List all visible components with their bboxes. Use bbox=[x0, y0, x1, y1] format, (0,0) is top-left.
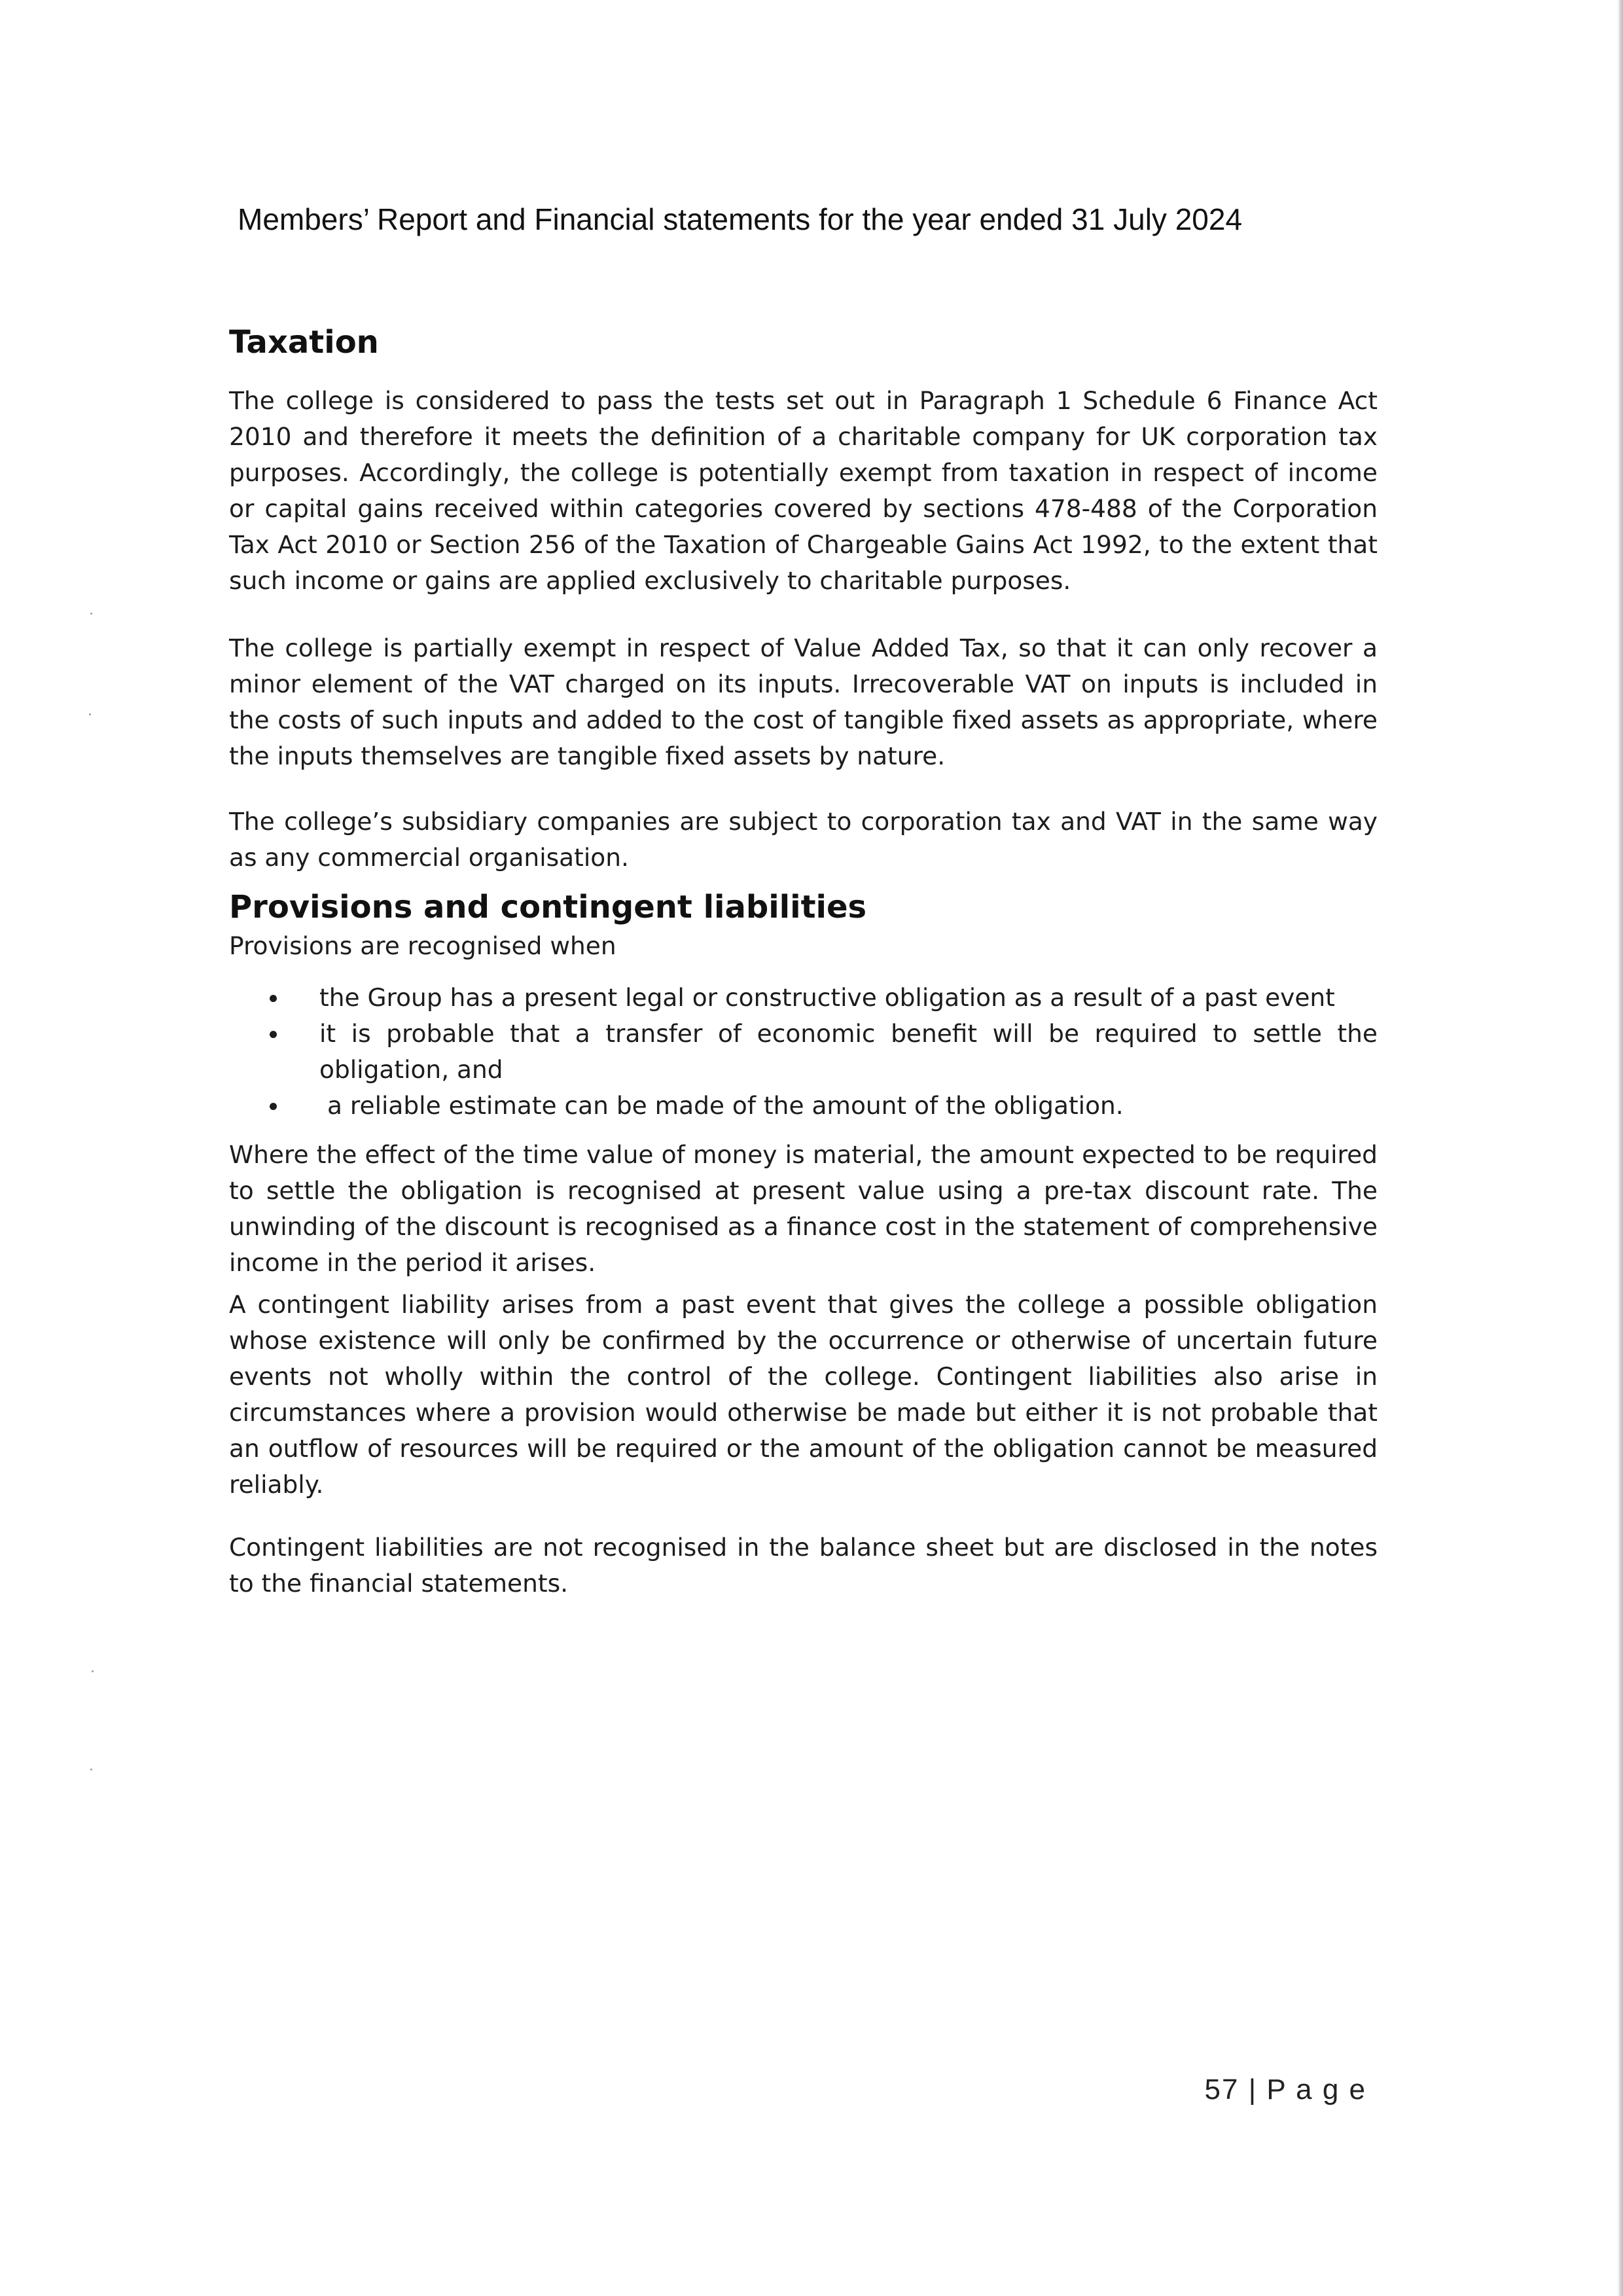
scan-edge-shadow bbox=[1618, 0, 1623, 2296]
bullet-icon bbox=[270, 1103, 277, 1110]
paragraph-taxation-3: The college’s subsidiary companies are subject to corporation tax and VAT in the same way as any commercial organisation. bbox=[229, 807, 1378, 872]
paragraph-provisions-2: A contingent liability arises from a past event that gives the college a possible obligation whose existence will only be confirmed by the occurrence or otherwise of uncertain future events not wholly within the control of the college. Contingent liabilities also arise in circumstances where a provision would otherwise be made but either it is not probable that an outflow of resources will be required or the amount of the obligation cannot be measured reliably. bbox=[229, 1290, 1378, 1499]
bullet-icon bbox=[270, 1031, 277, 1038]
bullet-text: the Group has a present legal or constructive obligation as a result of a past event bbox=[319, 983, 1335, 1012]
scan-speck bbox=[90, 613, 92, 615]
section-heading-taxation: Taxation bbox=[229, 324, 379, 361]
bullet-icon bbox=[270, 995, 277, 1002]
provisions-bullet-list bbox=[229, 980, 1378, 1124]
scan-speck bbox=[92, 1670, 94, 1672]
list-item bbox=[229, 980, 1378, 1016]
section-heading-provisions: Provisions and contingent liabilities bbox=[229, 889, 867, 925]
paragraph-provisions-3: Contingent liabilities are not recognised in the balance sheet but are disclosed in the notes to the financial statements. bbox=[229, 1533, 1378, 1598]
list-item bbox=[229, 1088, 1378, 1124]
bullet-text: it is probable that a transfer of economic benefit will be required to settle the obligation, and bbox=[319, 1019, 1378, 1084]
scan-speck bbox=[89, 713, 91, 715]
paragraph-taxation-1: The college is considered to pass the tests set out in Paragraph 1 Schedule 6 Finance Act 2010 and therefore it meets the definition of a charitable company for UK corporation tax purposes. Accordingly, the college is potentially exempt from taxation in respect of income or capital gains received within categories covered by sections 478-488 of the Corporation Tax Act 2010 or Section 256 of the Taxation of Chargeable Gains Act 1992, to the extent that such income or gains are applied exclusively to charitable purposes. bbox=[229, 386, 1378, 595]
list-item bbox=[229, 1016, 1378, 1088]
page-number: 57 | P a g e bbox=[1204, 2073, 1366, 2106]
provisions-intro: Provisions are recognised when bbox=[229, 931, 616, 960]
scan-speck bbox=[90, 1768, 92, 1770]
paragraph-provisions-1: Where the effect of the time value of money is material, the amount expected to be required to settle the obligation is recognised at present value using a pre-tax discount rate. The unwinding of the discount is recognised as a finance cost in the statement of comprehensive income in the period it arises. bbox=[229, 1140, 1378, 1277]
paragraph-taxation-2: The college is partially exempt in respect of Value Added Tax, so that it can only recover a minor element of the VAT charged on its inputs. Irrecoverable VAT on inputs is included in the costs of such inputs and added to the cost of tangible fixed assets as appropriate, where the inputs themselves are tangible fixed assets by nature. bbox=[229, 634, 1378, 770]
bullet-text: a reliable estimate can be made of the amount of the obligation. bbox=[327, 1091, 1124, 1120]
running-header: Members’ Report and Financial statements for the year ended 31 July 2024 bbox=[238, 202, 1243, 236]
